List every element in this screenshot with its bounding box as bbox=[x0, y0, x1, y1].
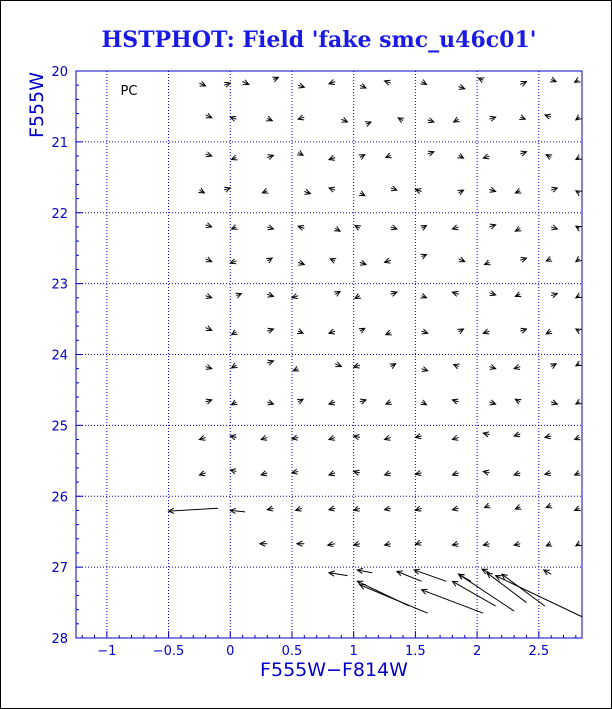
vector-shaft bbox=[397, 571, 422, 581]
shift-vector bbox=[329, 329, 335, 334]
shift-vector bbox=[266, 258, 272, 263]
shift-vector bbox=[515, 226, 521, 231]
shift-vector bbox=[199, 81, 205, 86]
shift-vector bbox=[452, 541, 458, 546]
shift-vector bbox=[298, 226, 304, 231]
shift-vector bbox=[422, 367, 428, 372]
shift-vector bbox=[359, 328, 365, 333]
vector-head bbox=[365, 122, 371, 127]
vector-head bbox=[272, 77, 278, 82]
shift-vector bbox=[575, 506, 581, 511]
shift-vector bbox=[260, 541, 267, 546]
shift-vector bbox=[261, 435, 267, 440]
vector-head bbox=[485, 260, 491, 265]
shift-vector bbox=[198, 188, 204, 193]
shift-vector bbox=[520, 82, 526, 87]
shift-vector bbox=[206, 152, 212, 157]
shift-vector bbox=[355, 294, 361, 299]
shift-vector bbox=[414, 569, 446, 581]
shift-vector bbox=[576, 399, 582, 404]
y-tick-labels bbox=[51, 65, 68, 647]
shift-vector bbox=[385, 80, 391, 85]
shift-vector bbox=[483, 432, 489, 437]
vector-head bbox=[235, 293, 241, 298]
vector-head bbox=[386, 330, 392, 335]
shift-vector bbox=[267, 155, 273, 160]
shift-vector bbox=[292, 435, 298, 440]
shift-vector bbox=[452, 435, 458, 440]
shift-vector bbox=[575, 470, 581, 475]
shift-vector bbox=[398, 118, 404, 123]
x-tick-label: −0.5 bbox=[152, 644, 185, 659]
shift-vector bbox=[386, 400, 392, 405]
shift-vector bbox=[354, 506, 360, 511]
shift-vector bbox=[328, 542, 335, 547]
shift-vector bbox=[489, 364, 495, 369]
shift-vector bbox=[483, 329, 489, 334]
vector-head bbox=[297, 329, 303, 334]
shift-vector bbox=[354, 541, 360, 546]
shift-vector bbox=[489, 187, 495, 192]
x-tick-label: 1.5 bbox=[405, 644, 426, 659]
vector-head bbox=[576, 293, 582, 298]
shift-vector bbox=[261, 471, 267, 476]
shift-vector bbox=[519, 115, 525, 120]
shift-vector bbox=[576, 361, 582, 366]
vector-head bbox=[478, 78, 484, 83]
vector-shaft bbox=[357, 581, 409, 606]
shift-vector bbox=[334, 226, 340, 231]
x-tick-labels bbox=[97, 644, 549, 659]
shift-vector bbox=[397, 571, 422, 581]
shift-vector bbox=[421, 226, 427, 231]
vector-head bbox=[262, 188, 268, 193]
shift-vector bbox=[354, 363, 360, 368]
shift-vector bbox=[354, 435, 360, 440]
vector-head bbox=[575, 470, 581, 475]
shift-vector bbox=[415, 506, 421, 511]
y-tick-label: 20 bbox=[51, 65, 68, 80]
shift-vector bbox=[576, 226, 582, 231]
shift-vector bbox=[489, 291, 495, 296]
shift-vector bbox=[546, 329, 552, 334]
shift-vector bbox=[515, 504, 521, 509]
shift-vector bbox=[298, 83, 304, 88]
y-tick-label: 23 bbox=[51, 277, 68, 293]
shift-vector bbox=[235, 293, 241, 298]
vector-head bbox=[386, 153, 392, 158]
shift-vector bbox=[267, 225, 273, 230]
shift-vector bbox=[421, 293, 427, 298]
shift-vector bbox=[199, 435, 205, 440]
vector-head bbox=[546, 256, 552, 261]
shift-vector bbox=[297, 150, 303, 155]
vector-head bbox=[576, 191, 582, 196]
vector-head bbox=[576, 541, 582, 546]
vector-head bbox=[575, 77, 581, 82]
shift-vector bbox=[230, 508, 245, 513]
y-tick-label: 21 bbox=[51, 135, 68, 151]
shift-vector bbox=[232, 225, 238, 230]
shift-vector bbox=[550, 77, 556, 82]
shift-vector bbox=[545, 471, 551, 476]
vector-shaft bbox=[459, 574, 515, 611]
shift-vector bbox=[262, 188, 268, 193]
y-tick-label: 25 bbox=[51, 419, 68, 435]
shift-vector bbox=[514, 432, 520, 437]
shift-vector bbox=[520, 328, 526, 333]
shift-vector bbox=[415, 189, 421, 194]
shift-vector bbox=[551, 187, 557, 192]
shift-vector bbox=[576, 329, 582, 334]
vector-head bbox=[575, 506, 581, 511]
shift-vector bbox=[206, 257, 212, 262]
vector-head bbox=[576, 329, 582, 334]
shift-vector bbox=[546, 503, 552, 508]
x-tick-label: 2 bbox=[472, 644, 482, 659]
vector-head bbox=[576, 361, 582, 366]
shift-vector bbox=[341, 117, 347, 122]
shift-vector bbox=[224, 187, 230, 192]
shift-vector bbox=[354, 470, 360, 475]
shift-vector bbox=[546, 155, 552, 160]
field-chart bbox=[1, 1, 611, 708]
vector-head bbox=[485, 503, 491, 508]
shift-vector bbox=[483, 154, 489, 159]
shift-vector bbox=[421, 254, 427, 259]
shift-vector bbox=[297, 329, 303, 334]
shift-vector bbox=[206, 364, 212, 369]
shift-vector bbox=[329, 471, 335, 476]
shift-vector bbox=[206, 399, 212, 404]
vector-head bbox=[576, 155, 582, 160]
shift-vector bbox=[360, 260, 366, 265]
shift-vector bbox=[206, 223, 212, 228]
shift-vector bbox=[483, 470, 489, 475]
y-tick-label: 28 bbox=[51, 632, 68, 647]
shift-vector bbox=[452, 471, 458, 476]
shift-vector bbox=[359, 191, 365, 196]
shift-vector bbox=[428, 118, 434, 123]
shift-vector bbox=[575, 77, 581, 82]
shift-vector bbox=[452, 291, 458, 296]
vector-head bbox=[550, 77, 556, 82]
shift-vector bbox=[452, 506, 458, 511]
vector-head bbox=[293, 366, 299, 371]
shift-vector bbox=[292, 294, 298, 299]
shift-vector bbox=[267, 292, 273, 297]
shift-vector bbox=[298, 260, 304, 265]
shift-vector bbox=[232, 330, 238, 335]
shift-vector bbox=[267, 400, 273, 405]
vector-shaft bbox=[414, 570, 446, 581]
shift-vector bbox=[329, 400, 335, 405]
shift-vector bbox=[230, 116, 236, 121]
vector-head bbox=[515, 504, 521, 509]
vector-head bbox=[421, 293, 427, 298]
shift-vector bbox=[206, 113, 212, 118]
vector-head bbox=[575, 435, 581, 440]
x-axis-label: F555W−F814W bbox=[260, 659, 408, 681]
shift-vector bbox=[545, 434, 551, 439]
vector-shaft bbox=[169, 508, 218, 511]
shift-vector bbox=[391, 225, 397, 230]
shift-vector bbox=[514, 541, 520, 546]
pc-annotation: PC bbox=[120, 84, 138, 99]
shift-vector bbox=[576, 541, 582, 546]
shift-vector bbox=[357, 581, 409, 606]
shift-vector bbox=[452, 225, 458, 230]
shift-vector bbox=[360, 399, 366, 404]
shift-vector bbox=[293, 366, 299, 371]
shift-vector bbox=[360, 83, 366, 88]
shift-vector bbox=[485, 260, 491, 265]
shift-vector bbox=[329, 571, 348, 576]
shift-vector bbox=[272, 77, 278, 82]
y-tick-label: 27 bbox=[51, 561, 68, 577]
shift-vector bbox=[304, 189, 310, 194]
shift-vector bbox=[551, 293, 557, 298]
shift-vector bbox=[515, 188, 521, 193]
shift-vector bbox=[329, 80, 335, 85]
vector-head bbox=[546, 503, 552, 508]
shift-vector bbox=[391, 291, 397, 296]
shift-vector bbox=[458, 329, 464, 334]
x-tick-label: −1 bbox=[97, 644, 117, 659]
x-tick-label: 0 bbox=[226, 644, 235, 659]
vector-head bbox=[232, 155, 238, 160]
shift-vector bbox=[232, 363, 238, 368]
shift-vector bbox=[485, 503, 491, 508]
x-tick-label: 0.5 bbox=[281, 644, 303, 659]
shift-vector bbox=[575, 435, 581, 440]
shift-vector bbox=[514, 364, 520, 369]
shift-vector bbox=[415, 540, 421, 545]
shift-vector bbox=[267, 328, 273, 333]
vector-head bbox=[386, 400, 392, 405]
shift-vector bbox=[266, 116, 272, 121]
shift-vector bbox=[359, 155, 365, 160]
vector-head bbox=[232, 225, 238, 230]
shift-vector bbox=[230, 469, 236, 474]
shift-vector bbox=[459, 574, 515, 611]
y-axis-label: F555W bbox=[26, 72, 48, 138]
vector-head bbox=[576, 399, 582, 404]
shift-vector bbox=[330, 259, 336, 264]
shift-vector bbox=[520, 257, 526, 262]
shift-vector bbox=[546, 256, 552, 261]
shift-vector bbox=[391, 186, 397, 191]
shift-vector bbox=[454, 117, 460, 122]
shift-vector bbox=[292, 469, 298, 474]
shift-vector bbox=[267, 506, 273, 511]
shift-vector bbox=[415, 471, 421, 476]
y-tick-label: 24 bbox=[51, 348, 68, 364]
shift-vector bbox=[232, 400, 238, 405]
shift-vector bbox=[296, 506, 302, 511]
shift-vector bbox=[422, 589, 484, 613]
vector-head bbox=[546, 541, 552, 546]
shift-vector bbox=[458, 153, 464, 158]
shift-vector bbox=[489, 116, 495, 121]
vector-head bbox=[421, 254, 427, 259]
shift-vector bbox=[422, 329, 428, 334]
shift-vector bbox=[224, 82, 230, 87]
shift-vector bbox=[428, 151, 434, 156]
x-tick-label: 1 bbox=[349, 644, 358, 659]
shift-vector bbox=[576, 256, 582, 261]
vector-head bbox=[515, 188, 521, 193]
vector-head bbox=[454, 364, 460, 369]
shift-vector bbox=[267, 360, 273, 365]
vector-head bbox=[576, 226, 582, 231]
shift-vector bbox=[385, 471, 391, 476]
shift-vector bbox=[550, 364, 556, 369]
shift-vector bbox=[459, 257, 465, 262]
y-tick-label: 26 bbox=[51, 490, 68, 506]
shift-vector bbox=[365, 122, 371, 127]
shift-vector bbox=[576, 191, 582, 196]
shift-vector bbox=[515, 292, 521, 297]
shift-vector bbox=[545, 114, 551, 119]
shift-vector bbox=[415, 434, 421, 439]
shift-vector bbox=[230, 435, 236, 440]
shift-vector bbox=[489, 400, 495, 405]
shift-vector bbox=[297, 541, 304, 546]
shift-vector bbox=[551, 225, 557, 230]
shift-vector bbox=[478, 78, 484, 83]
shift-vector bbox=[520, 151, 526, 156]
shift-vector bbox=[576, 115, 582, 120]
shift-vector bbox=[355, 226, 361, 231]
shift-vector bbox=[357, 568, 372, 573]
shift-vector bbox=[329, 506, 335, 511]
chart-title: HSTPHOT: Field 'fake smc_u46c01' bbox=[101, 27, 537, 53]
vector-head bbox=[266, 116, 272, 121]
shift-vector bbox=[206, 294, 212, 299]
vector-head bbox=[515, 292, 521, 297]
shift-vector bbox=[546, 541, 552, 546]
shift-vector bbox=[169, 508, 218, 513]
shift-vector bbox=[544, 570, 551, 575]
shift-vector bbox=[386, 153, 392, 158]
shift-vector bbox=[232, 155, 238, 160]
vector-head bbox=[519, 115, 525, 120]
shift-vector bbox=[390, 364, 396, 369]
shift-vector bbox=[298, 115, 304, 120]
shift-vector bbox=[329, 187, 335, 192]
shift-vector bbox=[243, 80, 249, 85]
shift-vector bbox=[385, 506, 391, 511]
shift-vector bbox=[297, 399, 303, 404]
shift-vector bbox=[515, 399, 521, 404]
x-tick-label: 2.5 bbox=[528, 644, 550, 659]
shift-vector bbox=[230, 259, 236, 264]
shift-vector bbox=[459, 84, 465, 89]
shift-vector bbox=[334, 291, 340, 296]
shift-vector bbox=[489, 224, 495, 229]
grid bbox=[76, 71, 582, 638]
vector-head bbox=[330, 259, 336, 264]
shift-vector bbox=[421, 400, 427, 405]
shift-vector bbox=[458, 190, 464, 195]
shift-vector bbox=[459, 574, 471, 581]
shift-vector bbox=[199, 471, 205, 476]
shift-vector bbox=[454, 364, 460, 369]
shift-vector bbox=[421, 80, 427, 85]
shift-vector bbox=[329, 155, 335, 160]
shift-vector bbox=[335, 362, 341, 367]
shift-vector bbox=[483, 541, 489, 546]
shift-vector bbox=[385, 435, 391, 440]
shift-vector bbox=[576, 293, 582, 298]
shift-vector bbox=[329, 435, 335, 440]
shift-vector bbox=[452, 399, 458, 404]
shift-vector bbox=[385, 258, 391, 263]
shift-vector bbox=[386, 330, 392, 335]
y-tick-label: 22 bbox=[51, 206, 68, 222]
shift-vector bbox=[576, 155, 582, 160]
shift-vector bbox=[551, 400, 557, 405]
shift-vector bbox=[385, 541, 391, 546]
shift-vector bbox=[514, 471, 520, 476]
shift-vector bbox=[206, 326, 212, 331]
